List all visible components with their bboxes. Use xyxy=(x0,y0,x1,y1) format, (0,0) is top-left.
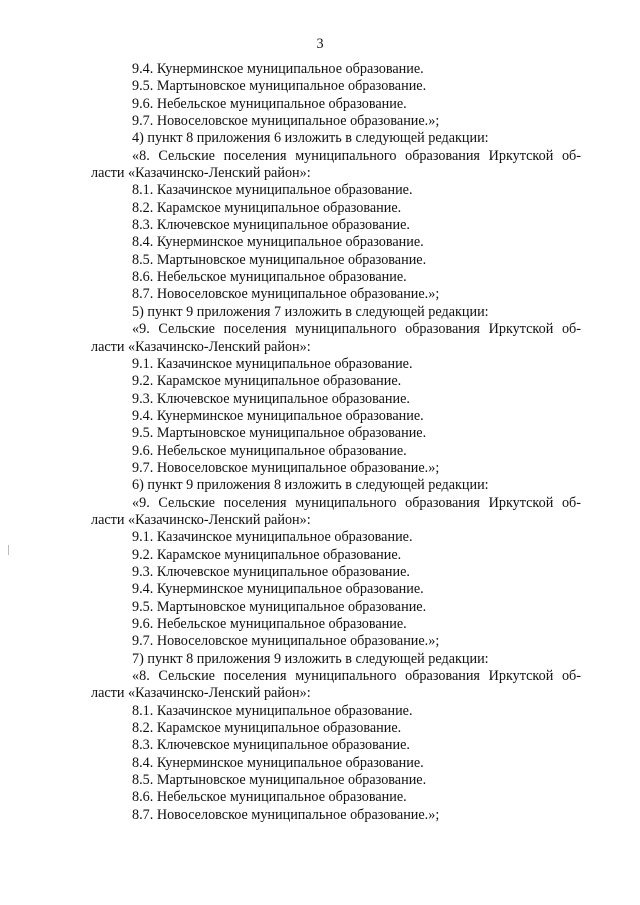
list-item: 8.3. Ключевское муниципальное образование. xyxy=(132,217,410,234)
list-item: 8.2. Карамское муниципальное образование. xyxy=(132,720,402,737)
list-item: 8.5. Мартыновское муниципальное образование. xyxy=(132,251,427,268)
list-item: 9.5. Мартыновское муниципальное образование. xyxy=(132,598,427,615)
section-heading-line: «8. Сельские поселения муниципального образования Иркутской об- xyxy=(132,668,581,685)
list-item: 9.7. Новоселовское муниципальное образование.»; xyxy=(132,459,440,476)
list-item: 8.6. Небельское муниципальное образование. xyxy=(132,269,407,286)
amendment-paragraph: 5) пункт 9 приложения 7 изложить в следующей редакции: xyxy=(132,303,489,320)
list-item: 9.7. Новоселовское муниципальное образование.»; xyxy=(132,113,440,130)
list-item: 8.3. Ключевское муниципальное образование. xyxy=(132,737,410,754)
amendment-paragraph: 4) пункт 8 приложения 6 изложить в следующей редакции: xyxy=(132,130,489,147)
list-item: 9.3. Ключевское муниципальное образование. xyxy=(132,390,410,407)
list-item: 9.4. Кунерминское муниципальное образование. xyxy=(132,581,424,598)
list-item: 8.4. Кунерминское муниципальное образование. xyxy=(132,754,424,771)
list-item: 8.6. Небельское муниципальное образование. xyxy=(132,789,407,806)
list-item: 9.7. Новоселовское муниципальное образование.»; xyxy=(132,633,440,650)
list-item: 8.4. Кунерминское муниципальное образование. xyxy=(132,234,424,251)
list-item: 8.2. Карамское муниципальное образование. xyxy=(132,199,402,216)
list-item: 9.6. Небельское муниципальное образование. xyxy=(132,95,407,112)
list-item: 9.1. Казачинское муниципальное образование. xyxy=(132,355,413,372)
section-heading-continuation: ласти «Казачинско-Ленский район»: xyxy=(91,685,311,702)
section-heading-line: «9. Сельские поселения муниципального образования Иркутской об- xyxy=(132,494,581,511)
page-number: 3 xyxy=(316,36,324,52)
list-item: 9.3. Ключевское муниципальное образование. xyxy=(132,563,410,580)
section-heading-continuation: ласти «Казачинско-Ленский район»: xyxy=(91,338,311,355)
margin-mark xyxy=(8,545,9,555)
amendment-paragraph: 7) пункт 8 приложения 9 изложить в следующей редакции: xyxy=(132,650,489,667)
list-item: 9.2. Карамское муниципальное образование. xyxy=(132,373,402,390)
list-item: 9.5. Мартыновское муниципальное образование. xyxy=(132,78,427,95)
list-item: 8.1. Казачинское муниципальное образование. xyxy=(132,702,413,719)
amendment-paragraph: 6) пункт 9 приложения 8 изложить в следующей редакции: xyxy=(132,477,489,494)
document-body xyxy=(91,61,581,824)
list-item: 8.5. Мартыновское муниципальное образование. xyxy=(132,772,427,789)
list-item: 8.1. Казачинское муниципальное образование. xyxy=(132,182,413,199)
list-item: 9.6. Небельское муниципальное образование. xyxy=(132,442,407,459)
list-item: 9.2. Карамское муниципальное образование. xyxy=(132,546,402,563)
list-item: 9.6. Небельское муниципальное образование. xyxy=(132,616,407,632)
list-item: 8.7. Новоселовское муниципальное образование.»; xyxy=(132,806,440,823)
section-heading-continuation: ласти «Казачинско-Ленский район»: xyxy=(91,165,311,182)
list-item: 9.4. Кунерминское муниципальное образование. xyxy=(132,61,424,77)
section-heading-line: «9. Сельские поселения муниципального образования Иркутской об- xyxy=(132,321,581,338)
list-item: 9.4. Кунерминское муниципальное образование. xyxy=(132,407,424,424)
section-heading-continuation: ласти «Казачинско-Ленский район»: xyxy=(91,511,311,528)
section-heading-line: «8. Сельские поселения муниципального образования Иркутской об- xyxy=(132,147,581,164)
list-item: 9.1. Казачинское муниципальное образование. xyxy=(132,529,413,546)
list-item: 9.5. Мартыновское муниципальное образование. xyxy=(132,425,427,442)
list-item: 8.7. Новоселовское муниципальное образование.»; xyxy=(132,286,440,303)
